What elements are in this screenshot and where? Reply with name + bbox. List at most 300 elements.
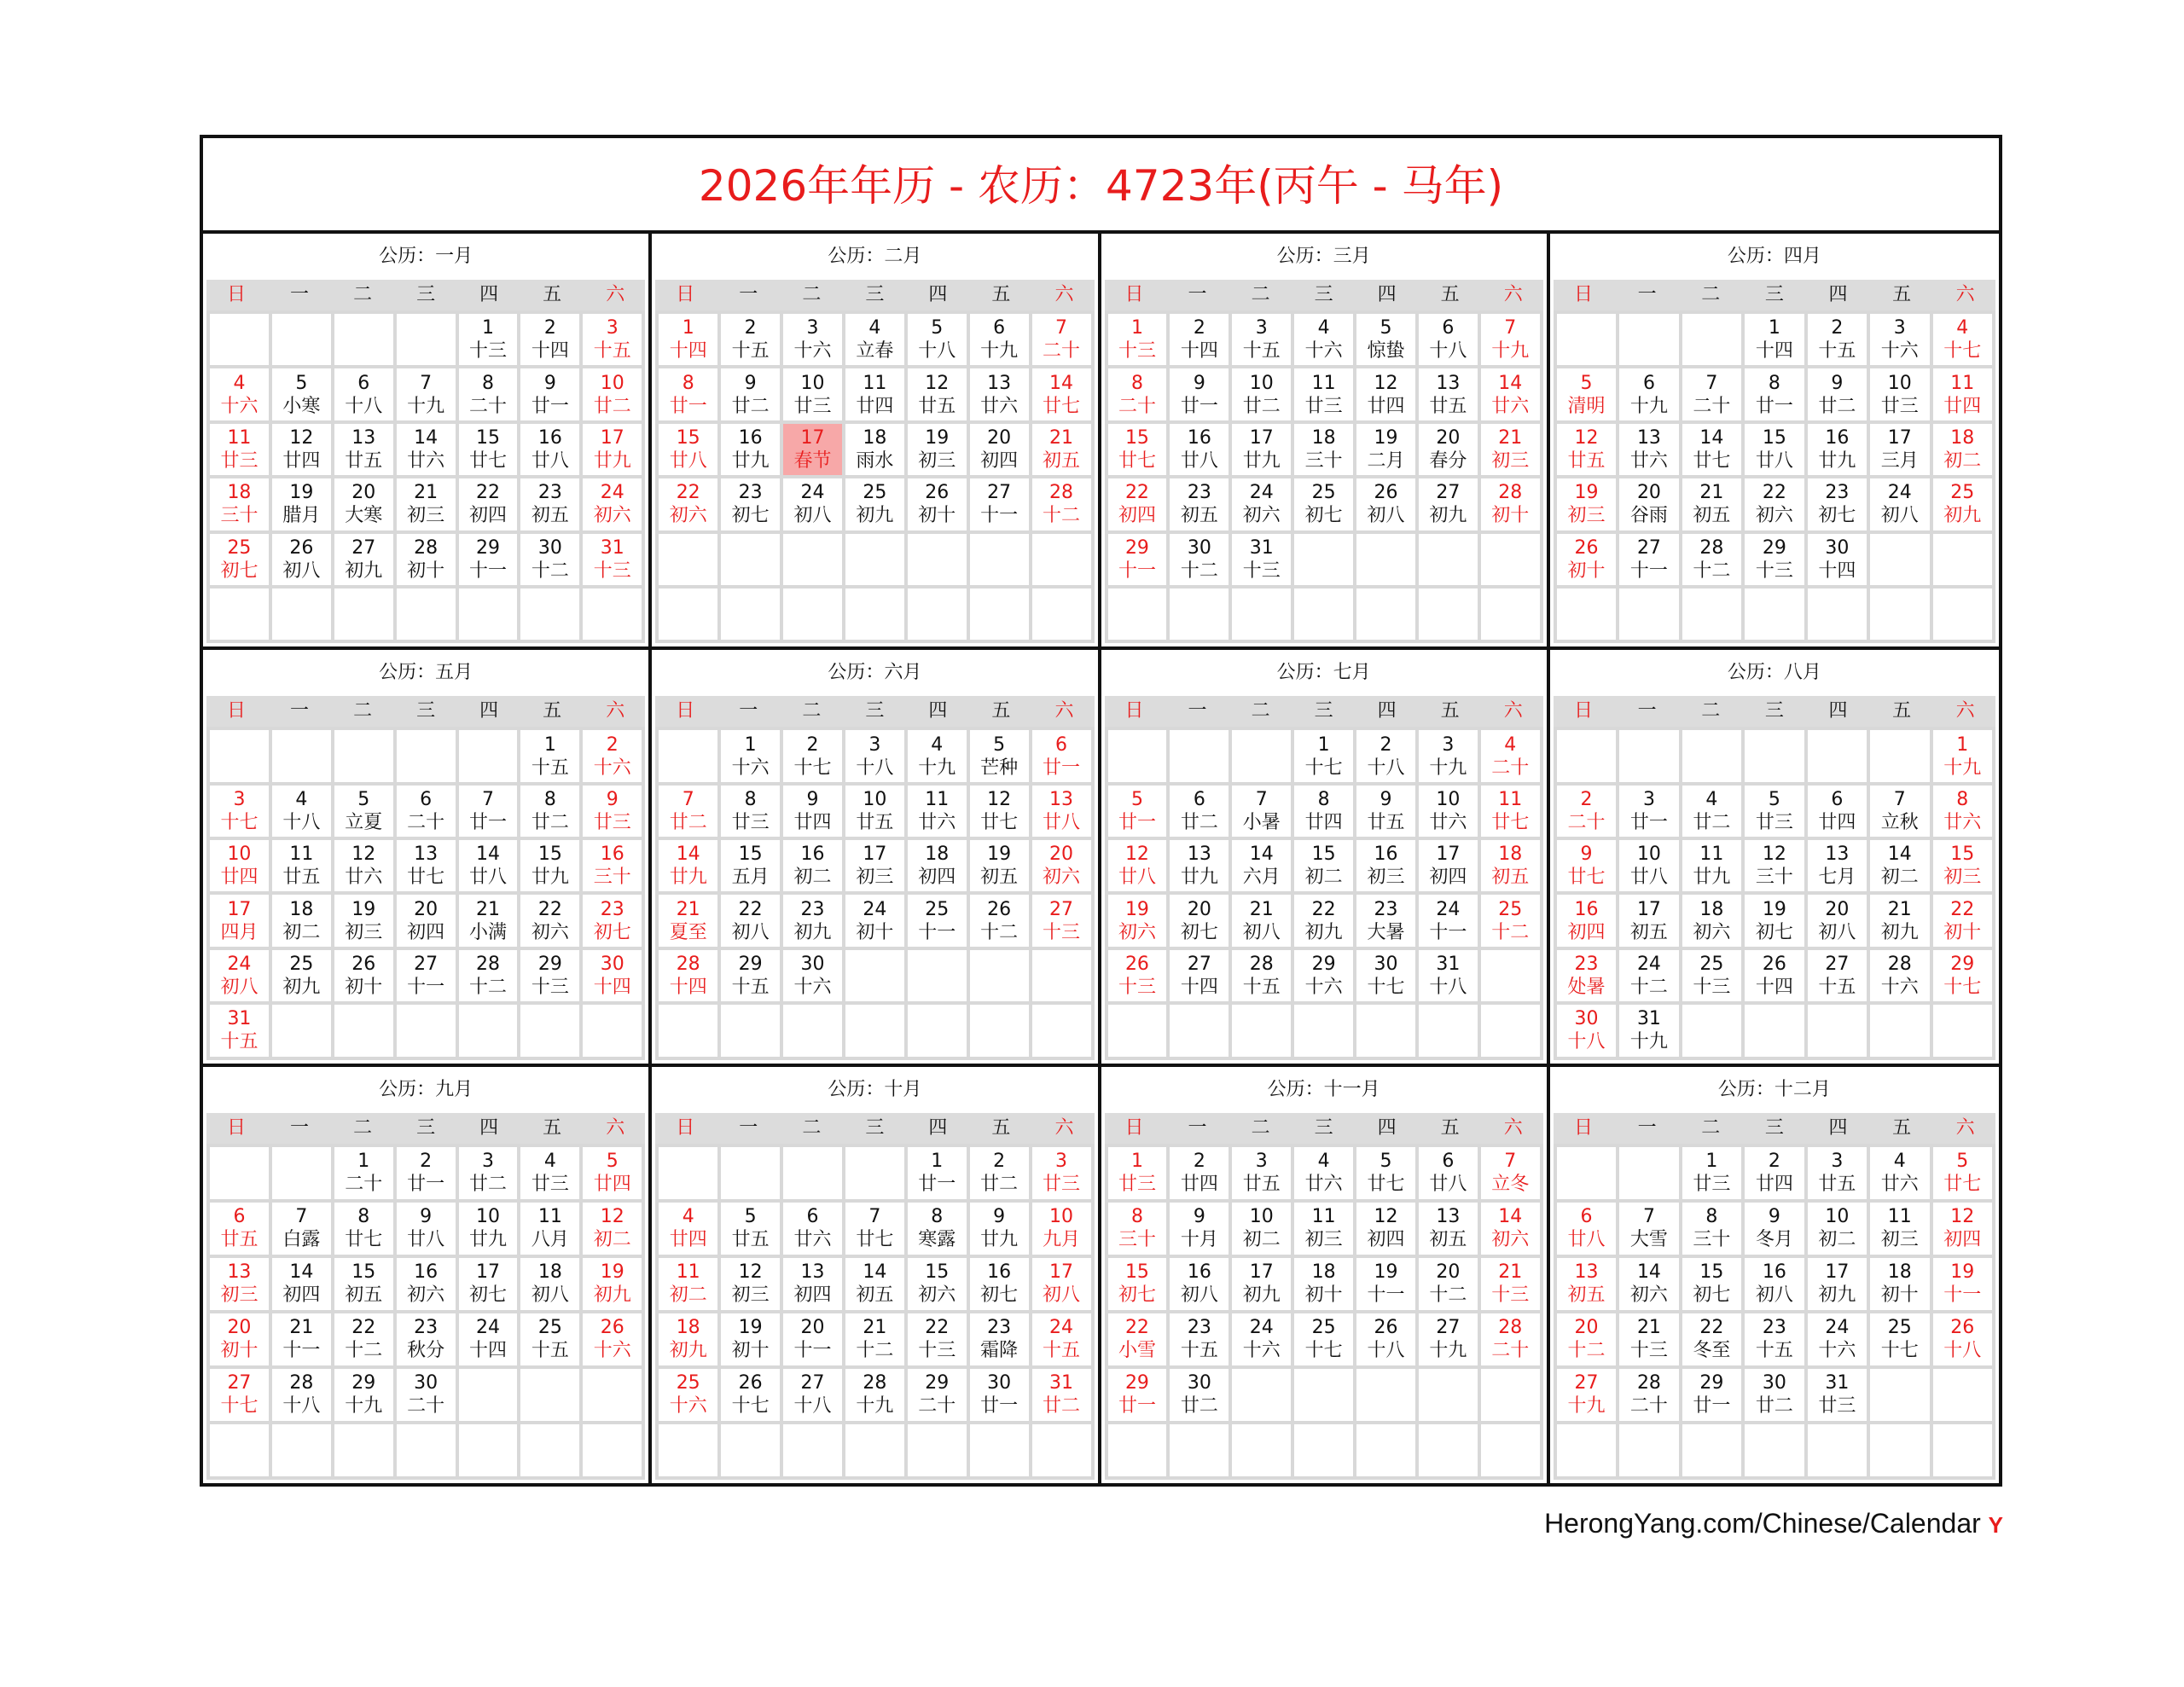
day-cell[interactable]: [210, 840, 269, 891]
day-cell[interactable]: [970, 1369, 1029, 1421]
day-cell[interactable]: [659, 950, 717, 1001]
day-cell[interactable]: [397, 1147, 456, 1199]
day-cell[interactable]: [970, 1258, 1029, 1310]
day-cell[interactable]: [1619, 478, 1678, 530]
day-cell[interactable]: [721, 1369, 780, 1421]
day-cell[interactable]: [459, 1258, 518, 1310]
day-cell[interactable]: [1108, 950, 1167, 1001]
day-cell[interactable]: [908, 424, 967, 475]
day-cell[interactable]: [1481, 730, 1540, 781]
day-cell[interactable]: [1808, 1313, 1867, 1365]
day-cell[interactable]: [583, 1258, 642, 1310]
day-cell[interactable]: [1232, 1147, 1291, 1199]
day-cell[interactable]: [1419, 840, 1478, 891]
day-cell[interactable]: [1170, 1258, 1228, 1310]
day-cell[interactable]: [1356, 424, 1415, 475]
day-cell[interactable]: [334, 895, 393, 946]
day-cell[interactable]: [1933, 1258, 1992, 1310]
day-cell[interactable]: [520, 1203, 579, 1255]
day-cell[interactable]: [1745, 1369, 1804, 1421]
day-cell[interactable]: [721, 478, 780, 530]
day-cell[interactable]: [1682, 895, 1741, 946]
day-cell[interactable]: [721, 786, 780, 837]
day-cell[interactable]: [334, 1313, 393, 1365]
day-cell[interactable]: [1294, 840, 1353, 891]
day-cell[interactable]: [970, 478, 1029, 530]
day-cell[interactable]: [783, 730, 842, 781]
day-cell[interactable]: [1682, 534, 1741, 585]
day-cell[interactable]: [1170, 424, 1228, 475]
day-cell[interactable]: [1808, 895, 1867, 946]
day-cell[interactable]: [908, 314, 967, 365]
day-cell[interactable]: [1170, 314, 1228, 365]
day-cell[interactable]: [583, 950, 642, 1001]
day-cell[interactable]: [583, 1203, 642, 1255]
day-cell[interactable]: [1682, 1258, 1741, 1310]
day-cell[interactable]: [520, 1258, 579, 1310]
day-cell[interactable]: [1870, 1313, 1929, 1365]
day-cell[interactable]: [970, 1203, 1029, 1255]
day-cell[interactable]: [1032, 368, 1091, 420]
day-cell[interactable]: [1356, 786, 1415, 837]
day-cell[interactable]: [397, 786, 456, 837]
day-cell[interactable]: [1419, 1203, 1478, 1255]
day-cell[interactable]: [520, 424, 579, 475]
day-cell[interactable]: [721, 840, 780, 891]
day-cell[interactable]: [1808, 840, 1867, 891]
day-cell[interactable]: [334, 786, 393, 837]
day-cell[interactable]: [1557, 895, 1616, 946]
day-cell[interactable]: [1032, 1147, 1091, 1199]
day-cell[interactable]: [210, 895, 269, 946]
day-cell[interactable]: [1557, 534, 1616, 585]
day-cell[interactable]: [334, 1203, 393, 1255]
day-cell[interactable]: [1933, 424, 1992, 475]
day-cell[interactable]: [1108, 840, 1167, 891]
day-cell[interactable]: [970, 895, 1029, 946]
day-cell[interactable]: [1108, 1369, 1167, 1421]
day-cell[interactable]: [1419, 730, 1478, 781]
day-cell[interactable]: [1170, 1147, 1228, 1199]
day-cell[interactable]: [1745, 786, 1804, 837]
day-cell[interactable]: [1870, 424, 1929, 475]
day-cell[interactable]: [1108, 1313, 1167, 1365]
day-cell[interactable]: [721, 314, 780, 365]
day-cell[interactable]: [397, 1369, 456, 1421]
day-cell[interactable]: [721, 368, 780, 420]
day-cell[interactable]: [1557, 478, 1616, 530]
day-cell[interactable]: [272, 895, 331, 946]
day-cell[interactable]: [721, 950, 780, 1001]
footer-url[interactable]: HerongYang.com/Chinese/Calendar: [1544, 1508, 1981, 1539]
day-cell[interactable]: [1557, 840, 1616, 891]
day-cell[interactable]: [1294, 895, 1353, 946]
day-cell[interactable]: [520, 534, 579, 585]
day-cell[interactable]: [1808, 1369, 1867, 1421]
day-cell[interactable]: [659, 368, 717, 420]
day-cell[interactable]: [272, 950, 331, 1001]
day-cell[interactable]: [908, 786, 967, 837]
day-cell[interactable]: [1032, 895, 1091, 946]
day-cell[interactable]: [1108, 534, 1167, 585]
day-cell[interactable]: [1419, 424, 1478, 475]
day-cell[interactable]: [520, 840, 579, 891]
day-cell[interactable]: [1745, 368, 1804, 420]
day-cell[interactable]: [272, 840, 331, 891]
day-cell[interactable]: [272, 1203, 331, 1255]
day-cell[interactable]: [1745, 1258, 1804, 1310]
day-cell[interactable]: [659, 840, 717, 891]
day-cell[interactable]: [1032, 1203, 1091, 1255]
day-cell[interactable]: [459, 1313, 518, 1365]
day-cell[interactable]: [334, 950, 393, 1001]
day-cell[interactable]: [272, 1313, 331, 1365]
day-cell[interactable]: [1232, 314, 1291, 365]
day-cell[interactable]: [1356, 840, 1415, 891]
day-cell[interactable]: [1808, 1147, 1867, 1199]
day-cell[interactable]: [1419, 478, 1478, 530]
day-cell[interactable]: [397, 534, 456, 585]
day-cell[interactable]: [970, 786, 1029, 837]
day-cell[interactable]: [845, 895, 904, 946]
day-cell[interactable]: [583, 314, 642, 365]
day-cell[interactable]: [1808, 950, 1867, 1001]
day-cell[interactable]: [1481, 424, 1540, 475]
day-cell[interactable]: [583, 368, 642, 420]
day-cell[interactable]: [845, 314, 904, 365]
day-cell[interactable]: [783, 895, 842, 946]
day-cell[interactable]: [1232, 424, 1291, 475]
day-cell[interactable]: [583, 786, 642, 837]
day-cell[interactable]: [1557, 1369, 1616, 1421]
day-cell[interactable]: [1294, 1147, 1353, 1199]
day-cell[interactable]: [908, 1313, 967, 1365]
day-cell[interactable]: [1619, 1313, 1678, 1365]
day-cell[interactable]: [1170, 786, 1228, 837]
day-cell[interactable]: [1745, 950, 1804, 1001]
day-cell[interactable]: [210, 950, 269, 1001]
day-cell[interactable]: [1870, 478, 1929, 530]
day-cell[interactable]: [1870, 840, 1929, 891]
day-cell[interactable]: [1745, 1203, 1804, 1255]
day-cell[interactable]: [1808, 478, 1867, 530]
day-cell[interactable]: [583, 478, 642, 530]
day-cell[interactable]: [970, 840, 1029, 891]
day-cell[interactable]: [1808, 424, 1867, 475]
day-cell[interactable]: [783, 950, 842, 1001]
day-cell[interactable]: [1108, 424, 1167, 475]
day-cell[interactable]: [1557, 1203, 1616, 1255]
day-cell[interactable]: [1481, 840, 1540, 891]
day-cell[interactable]: [1619, 368, 1678, 420]
day-cell[interactable]: [1745, 840, 1804, 891]
day-cell[interactable]: [210, 424, 269, 475]
day-cell[interactable]: [1481, 478, 1540, 530]
day-cell[interactable]: [1870, 950, 1929, 1001]
day-cell[interactable]: [1032, 314, 1091, 365]
day-cell[interactable]: [272, 534, 331, 585]
day-cell[interactable]: [1108, 478, 1167, 530]
day-cell[interactable]: [459, 478, 518, 530]
day-cell[interactable]: [1682, 424, 1741, 475]
day-cell[interactable]: [783, 786, 842, 837]
day-cell[interactable]: [272, 1258, 331, 1310]
day-cell[interactable]: [783, 314, 842, 365]
day-cell[interactable]: [1294, 786, 1353, 837]
day-cell[interactable]: [210, 1258, 269, 1310]
day-cell[interactable]: [721, 1258, 780, 1310]
day-cell[interactable]: [1933, 895, 1992, 946]
day-cell[interactable]: [1808, 534, 1867, 585]
day-cell[interactable]: [1108, 1203, 1167, 1255]
day-cell[interactable]: [908, 1258, 967, 1310]
day-cell[interactable]: [459, 1147, 518, 1199]
day-cell[interactable]: [1870, 786, 1929, 837]
day-cell[interactable]: [520, 1313, 579, 1365]
day-cell[interactable]: [1481, 1147, 1540, 1199]
day-cell[interactable]: [1108, 314, 1167, 365]
day-cell[interactable]: [1745, 534, 1804, 585]
day-cell[interactable]: [1032, 478, 1091, 530]
day-cell[interactable]: [1870, 1258, 1929, 1310]
day-cell[interactable]: [1170, 840, 1228, 891]
day-cell[interactable]: [845, 368, 904, 420]
day-cell[interactable]: [459, 895, 518, 946]
day-cell[interactable]: [783, 368, 842, 420]
day-cell[interactable]: [1870, 1147, 1929, 1199]
day-cell[interactable]: [908, 730, 967, 781]
day-cell[interactable]: [1419, 368, 1478, 420]
day-cell[interactable]: [1294, 1203, 1353, 1255]
day-cell[interactable]: [1682, 950, 1741, 1001]
day-cell[interactable]: [1933, 478, 1992, 530]
day-cell[interactable]: [1356, 368, 1415, 420]
day-cell[interactable]: [397, 478, 456, 530]
day-cell[interactable]: [1294, 424, 1353, 475]
day-cell[interactable]: [520, 478, 579, 530]
day-cell[interactable]: [908, 478, 967, 530]
day-cell[interactable]: [1682, 368, 1741, 420]
day-cell[interactable]: [397, 840, 456, 891]
day-cell[interactable]: [1356, 730, 1415, 781]
day-cell[interactable]: [583, 730, 642, 781]
day-cell[interactable]: [1619, 840, 1678, 891]
day-cell[interactable]: [783, 1203, 842, 1255]
day-cell[interactable]: [1682, 1313, 1741, 1365]
day-cell[interactable]: [1294, 478, 1353, 530]
day-cell[interactable]: [334, 368, 393, 420]
day-cell[interactable]: [397, 895, 456, 946]
day-cell[interactable]: [1232, 1203, 1291, 1255]
day-cell[interactable]: [1032, 786, 1091, 837]
day-cell[interactable]: [1619, 424, 1678, 475]
day-cell[interactable]: [845, 786, 904, 837]
day-cell[interactable]: [1745, 424, 1804, 475]
day-cell[interactable]: [1933, 1147, 1992, 1199]
day-cell[interactable]: [1356, 895, 1415, 946]
day-cell[interactable]: [1619, 534, 1678, 585]
day-cell[interactable]: [334, 1258, 393, 1310]
day-cell[interactable]: [1419, 314, 1478, 365]
day-cell[interactable]: [1294, 1258, 1353, 1310]
day-cell[interactable]: [908, 1203, 967, 1255]
day-cell[interactable]: [659, 786, 717, 837]
day-cell[interactable]: [1619, 786, 1678, 837]
day-cell[interactable]: [1682, 786, 1741, 837]
day-cell[interactable]: [1232, 786, 1291, 837]
day-cell[interactable]: [1356, 1203, 1415, 1255]
day-cell[interactable]: [1619, 895, 1678, 946]
day-cell[interactable]: [845, 1313, 904, 1365]
day-cell[interactable]: [1557, 1005, 1616, 1056]
day-cell[interactable]: [1170, 1313, 1228, 1365]
day-cell[interactable]: [520, 1147, 579, 1199]
day-cell[interactable]: [659, 895, 717, 946]
day-cell[interactable]: [1619, 1258, 1678, 1310]
day-cell[interactable]: [1808, 368, 1867, 420]
day-cell[interactable]: [210, 1203, 269, 1255]
day-cell[interactable]: [970, 1313, 1029, 1365]
day-cell[interactable]: [1870, 895, 1929, 946]
day-cell[interactable]: [659, 478, 717, 530]
day-cell[interactable]: [520, 895, 579, 946]
day-cell[interactable]: [1356, 314, 1415, 365]
day-cell[interactable]: [1808, 786, 1867, 837]
day-cell[interactable]: [970, 730, 1029, 781]
day-cell[interactable]: [520, 314, 579, 365]
day-cell[interactable]: [459, 950, 518, 1001]
day-cell[interactable]: [1933, 1203, 1992, 1255]
day-cell[interactable]: [1294, 950, 1353, 1001]
day-cell[interactable]: [583, 1313, 642, 1365]
day-cell[interactable]: [1808, 314, 1867, 365]
day-cell[interactable]: [845, 478, 904, 530]
day-cell[interactable]: [908, 1369, 967, 1421]
day-cell[interactable]: [1933, 368, 1992, 420]
day-cell[interactable]: [1232, 1313, 1291, 1365]
day-cell[interactable]: [1294, 1313, 1353, 1365]
day-cell[interactable]: [210, 786, 269, 837]
day-cell[interactable]: [210, 1005, 269, 1056]
day-cell[interactable]: [1933, 314, 1992, 365]
day-cell[interactable]: [845, 424, 904, 475]
day-cell[interactable]: [1481, 786, 1540, 837]
day-cell[interactable]: [1108, 1147, 1167, 1199]
day-cell[interactable]: [1557, 786, 1616, 837]
day-cell[interactable]: [783, 1369, 842, 1421]
day-cell[interactable]: [970, 1147, 1029, 1199]
day-cell[interactable]: [1419, 950, 1478, 1001]
day-cell[interactable]: [845, 1203, 904, 1255]
day-cell[interactable]: [210, 1313, 269, 1365]
day-cell[interactable]: [334, 478, 393, 530]
day-cell[interactable]: [272, 786, 331, 837]
day-cell[interactable]: [970, 314, 1029, 365]
day-cell[interactable]: [1481, 314, 1540, 365]
day-cell[interactable]: [1933, 730, 1992, 781]
day-cell[interactable]: [845, 1258, 904, 1310]
day-cell[interactable]: [783, 1313, 842, 1365]
day-cell[interactable]: [583, 1147, 642, 1199]
day-cell[interactable]: [459, 368, 518, 420]
day-cell[interactable]: [1745, 1313, 1804, 1365]
day-cell[interactable]: [397, 368, 456, 420]
day-cell[interactable]: [1682, 1203, 1741, 1255]
day-cell[interactable]: [397, 424, 456, 475]
day-cell[interactable]: [1170, 478, 1228, 530]
day-cell[interactable]: [459, 1203, 518, 1255]
day-cell[interactable]: [210, 478, 269, 530]
day-cell[interactable]: [210, 368, 269, 420]
day-cell[interactable]: [1032, 424, 1091, 475]
day-cell[interactable]: [1557, 1313, 1616, 1365]
day-cell[interactable]: [721, 1203, 780, 1255]
day-cell[interactable]: [1419, 1313, 1478, 1365]
day-cell[interactable]: [845, 1369, 904, 1421]
day-cell[interactable]: [397, 950, 456, 1001]
day-cell[interactable]: [1170, 1203, 1228, 1255]
day-cell[interactable]: [334, 840, 393, 891]
day-cell[interactable]: [459, 314, 518, 365]
day-cell[interactable]: [272, 368, 331, 420]
day-cell[interactable]: [1808, 1203, 1867, 1255]
day-cell[interactable]: [721, 1313, 780, 1365]
day-cell[interactable]: [1619, 1005, 1678, 1056]
day-cell[interactable]: [659, 424, 717, 475]
day-cell[interactable]: [1170, 895, 1228, 946]
day-cell[interactable]: [1619, 1369, 1678, 1421]
day-cell[interactable]: [1232, 478, 1291, 530]
day-cell[interactable]: [1682, 478, 1741, 530]
day-cell[interactable]: [1481, 895, 1540, 946]
day-cell[interactable]: [783, 840, 842, 891]
day-cell[interactable]: [1232, 895, 1291, 946]
day-cell[interactable]: [1419, 786, 1478, 837]
day-cell[interactable]: [970, 424, 1029, 475]
day-cell[interactable]: [908, 368, 967, 420]
day-cell[interactable]: [659, 1258, 717, 1310]
day-cell[interactable]: [334, 534, 393, 585]
day-cell[interactable]: [520, 368, 579, 420]
day-cell[interactable]: [1356, 478, 1415, 530]
day-cell[interactable]: [397, 1258, 456, 1310]
day-cell[interactable]: [783, 478, 842, 530]
day-cell[interactable]: [334, 1147, 393, 1199]
day-cell[interactable]: [1682, 1369, 1741, 1421]
day-cell[interactable]: [210, 534, 269, 585]
day-cell[interactable]: [721, 895, 780, 946]
day-cell[interactable]: [1032, 1313, 1091, 1365]
day-cell[interactable]: [1933, 1313, 1992, 1365]
day-cell[interactable]: [1682, 840, 1741, 891]
day-cell[interactable]: [272, 1369, 331, 1421]
day-cell[interactable]: [1933, 786, 1992, 837]
day-cell[interactable]: [1032, 1369, 1091, 1421]
day-cell[interactable]: [1619, 1203, 1678, 1255]
day-cell[interactable]: [1356, 1313, 1415, 1365]
day-cell[interactable]: [1108, 1258, 1167, 1310]
day-cell[interactable]: [1170, 950, 1228, 1001]
day-cell[interactable]: [459, 786, 518, 837]
day-cell[interactable]: [1481, 1258, 1540, 1310]
day-cell[interactable]: [1870, 314, 1929, 365]
day-cell[interactable]: [272, 424, 331, 475]
day-cell[interactable]: [1294, 730, 1353, 781]
day-cell[interactable]: [1745, 478, 1804, 530]
day-cell[interactable]: [1108, 786, 1167, 837]
day-cell[interactable]: [1870, 1203, 1929, 1255]
day-cell[interactable]: [583, 840, 642, 891]
